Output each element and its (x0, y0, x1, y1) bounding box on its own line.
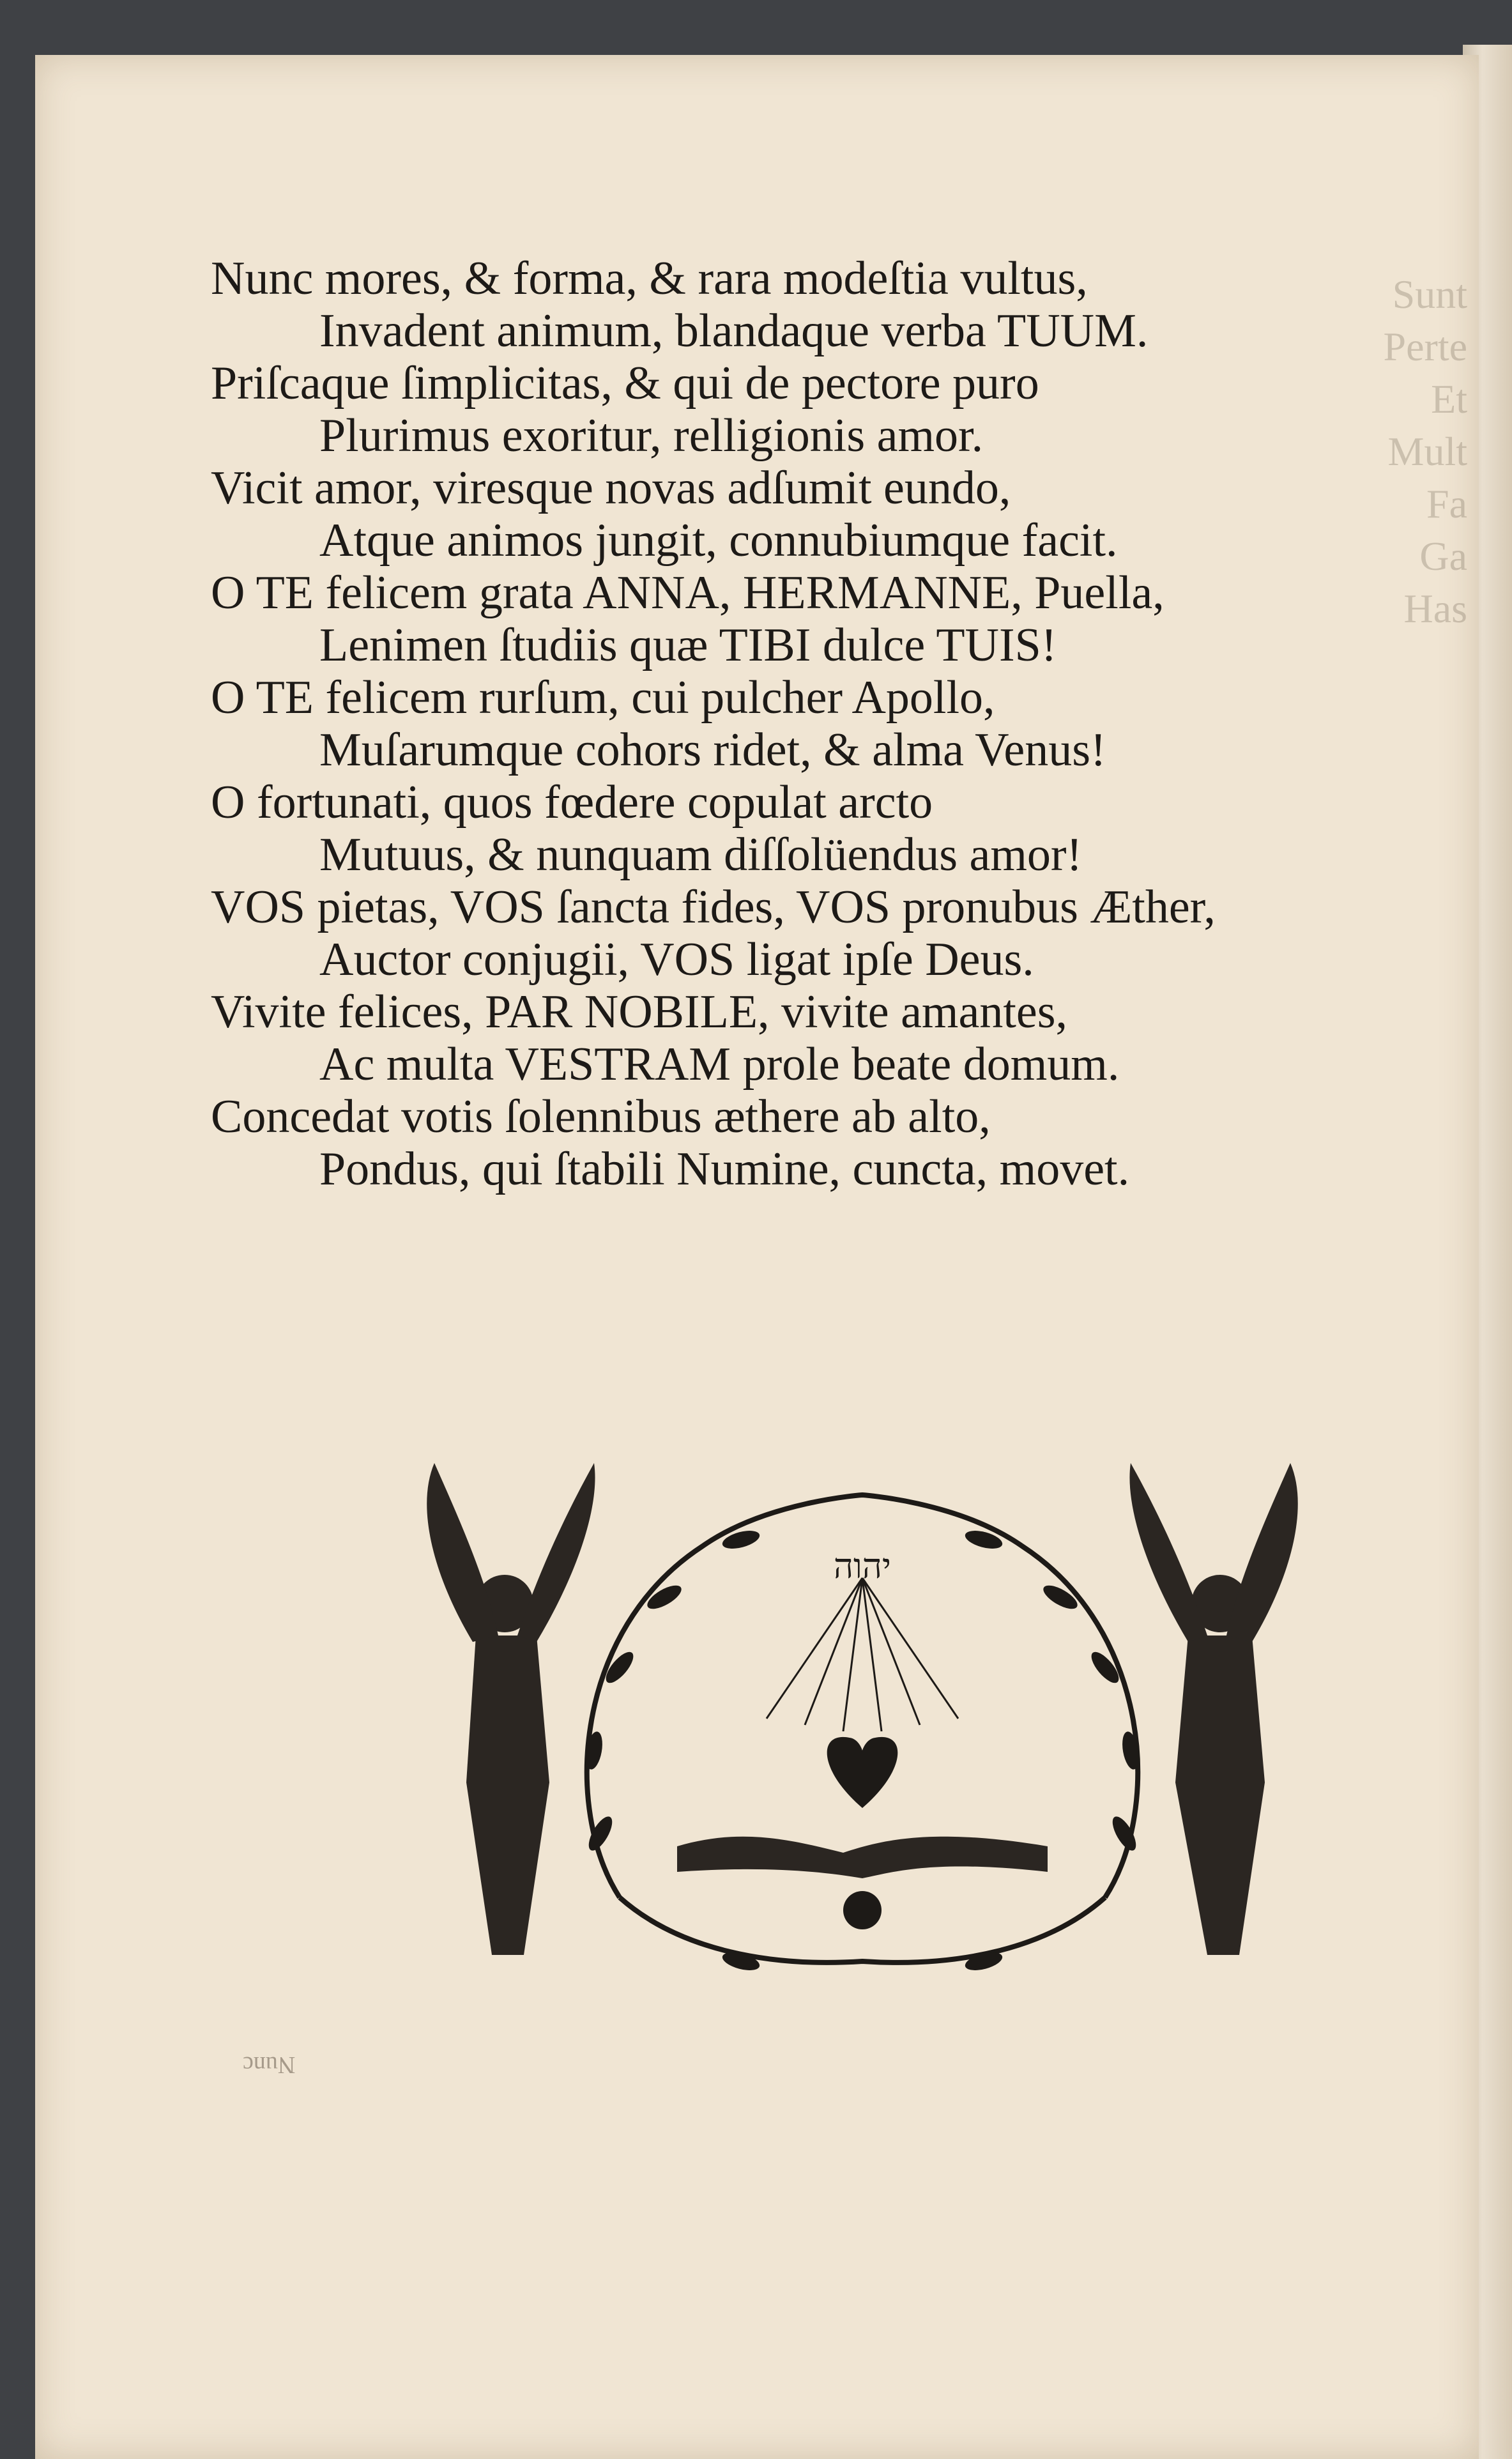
poem-line: O TE felicem rurſum, cui pulcher Apollo, (211, 671, 995, 724)
poem-line: O fortunati, quos fœdere copulat arcto (211, 776, 933, 829)
show-through-text: Sunt Perte Et Mult Fa Ga Has (1383, 272, 1467, 631)
poem-line: Vicit amor, viresque novas adſumit eundo, (211, 462, 1011, 514)
poem-line: Lenimen ſtudiis quæ TIBI dulce TUIS! (319, 619, 1057, 671)
poem-line: O TE felicem grata ANNA, HERMANNE, Puella, (211, 567, 1165, 619)
divine-name-inscription: יהוה (833, 1546, 892, 1586)
poem-text (211, 252, 1476, 1195)
woodcut-illustration (409, 1450, 1316, 2025)
woodcut-vignette (409, 1450, 1316, 2025)
catchword: Nunc (243, 2051, 296, 2078)
cherub-left (427, 1463, 595, 1955)
poem-line: Ac multa VESTRAM prole beate domum. (319, 1038, 1120, 1091)
poem-line: Atque animos jungit, connubiumque facit. (319, 514, 1118, 567)
poem-line: Pondus, qui ſtabili Numine, cuncta, movet. (319, 1143, 1130, 1195)
poem-line: Plurimus exoritur, relligionis amor. (319, 410, 984, 462)
poem-line: Muſarumque cohors ridet, & alma Venus! (319, 724, 1106, 776)
cherub-right (1129, 1463, 1297, 1955)
poem-line: Invadent animum, blandaque verba TUUM. (319, 305, 1149, 357)
light-rays (767, 1578, 958, 1731)
poem-line: Vivite felices, PAR NOBILE, vivite amantes, (211, 986, 1068, 1038)
poem-line: VOS pietas, VOS ſancta fides, VOS pronubus Æther, (211, 881, 1216, 933)
clasped-hands (677, 1837, 1048, 1878)
poem-line: Mutuus, & nunquam diſſolüendus amor! (319, 829, 1083, 881)
poem-line: Auctor conjugii, VOS ligat ipſe Deus. (319, 933, 1034, 986)
heart-icon (827, 1737, 898, 1808)
poem-line: Priſcaque ſimplicitas, & qui de pectore puro (211, 357, 1039, 410)
poem-line: Concedat votis ſolennibus æthere ab alto, (211, 1091, 991, 1143)
rose-icon (843, 1891, 882, 1929)
poem-line: Nunc mores, & forma, & rara modeſtia vultus, (211, 252, 1088, 305)
